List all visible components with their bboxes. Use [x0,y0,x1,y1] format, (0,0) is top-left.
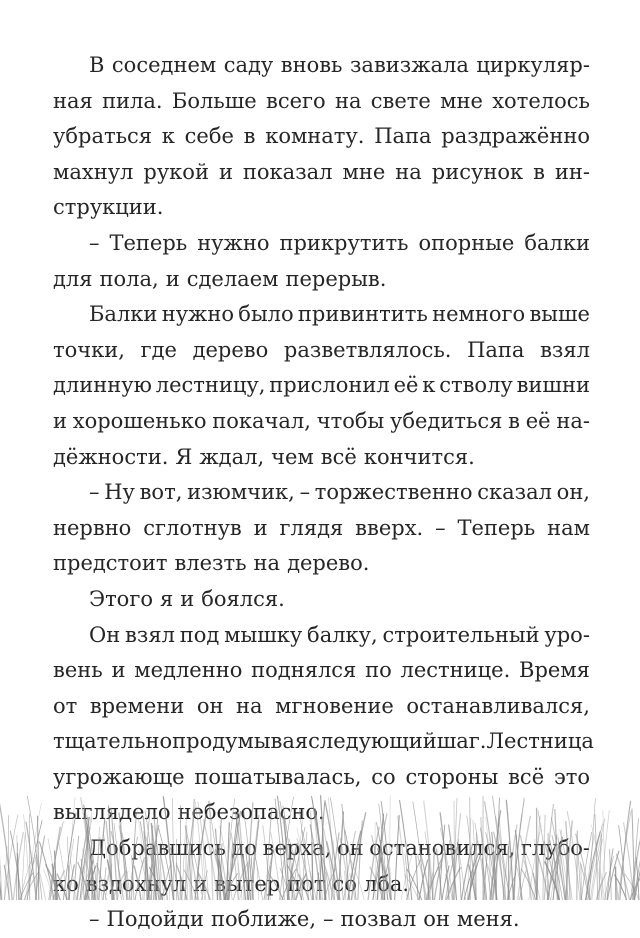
grass-blade [152,825,153,900]
text-line: угрожающе пошатывалась, со стороны всё это [53,760,590,796]
grass-blade [395,815,400,900]
grass-blade [271,832,281,900]
text-line: точки, где дерево разветвлялось. Папа взял [53,333,590,369]
text-line: ко вздохнул и вытер пот со лба. [53,867,590,903]
grass-blade [10,831,21,900]
paragraph [53,48,590,226]
text-line: и хорошенько покачал, чтобы убедиться в её на- [53,404,590,440]
grass-border-illustration [0,790,640,900]
grass-blade [521,869,536,901]
text-line: убраться к себе в комнату. Папа раздражённо [53,119,590,155]
text-line: – Подойди поближе, – позвал он меня. [53,902,590,938]
text-line: струкции. [53,190,590,226]
paragraph [53,297,590,475]
grass-blade [59,843,67,900]
text-line: ная пила. Больше всего на свете мне хотелось [53,84,590,120]
text-line: вень и медленно поднялся по лестнице. Время [53,653,590,689]
text-line: для пола, и сделаем перерыв. [53,262,590,298]
grass-blade [257,862,259,900]
paragraph [53,475,590,582]
text-line: от времени он на мгновение останавливался, [53,689,590,725]
grass-blade [470,797,471,900]
grass-blade [103,864,113,900]
text-line: длинную лестницу, прислонил её к стволу вишни [53,368,590,404]
text-line: Он взял под мышку балку, строительный уро- [53,618,590,654]
grass-blade [134,866,141,901]
grass-blade [348,831,361,900]
grass-blade [8,815,9,900]
grass-blade [616,867,617,900]
grass-blade [38,816,39,900]
paragraph [53,582,590,618]
text-line: нервно сглотнув и глядя вверх. – Теперь нам [53,511,590,547]
grass-blade [581,864,582,900]
text-line: – Теперь нужно прикрутить опорные балки [53,226,590,262]
text-line: махнул рукой и показал мне на рисунок в ин- [53,155,590,191]
grass-blade [268,850,273,900]
grass-blade [433,846,435,900]
paragraph [53,226,590,297]
text-line: – Ну вот, изюмчик, – торжественно сказал он, [53,475,590,511]
text-line: предстоит влезть на дерево. [53,546,590,582]
text-line: В соседнем саду вновь завизжала циркуляр- [53,48,590,84]
grass-blade [345,830,356,900]
text-line: дёжности. Я ждал, чем всё кончится. [53,440,590,476]
grass-blade [135,860,144,901]
grass-blade [36,836,45,900]
grass-blade [339,812,344,901]
paragraph [53,902,590,938]
text-line: выглядело небезопасно. [53,795,590,831]
text-line: Добравшись до верха, он остановился, глубо- [53,831,590,867]
grass-blade [123,833,129,900]
grass-blade [413,802,425,901]
text-line: тщательно продумывая следующий шаг. Лестница [53,724,590,760]
text-line: Балки нужно было привинтить немного выше [53,297,590,333]
grass-blade [239,812,246,901]
grass-blade [576,834,591,900]
text-line: Этого я и боялся. [53,582,590,618]
grass-blade [398,816,408,901]
